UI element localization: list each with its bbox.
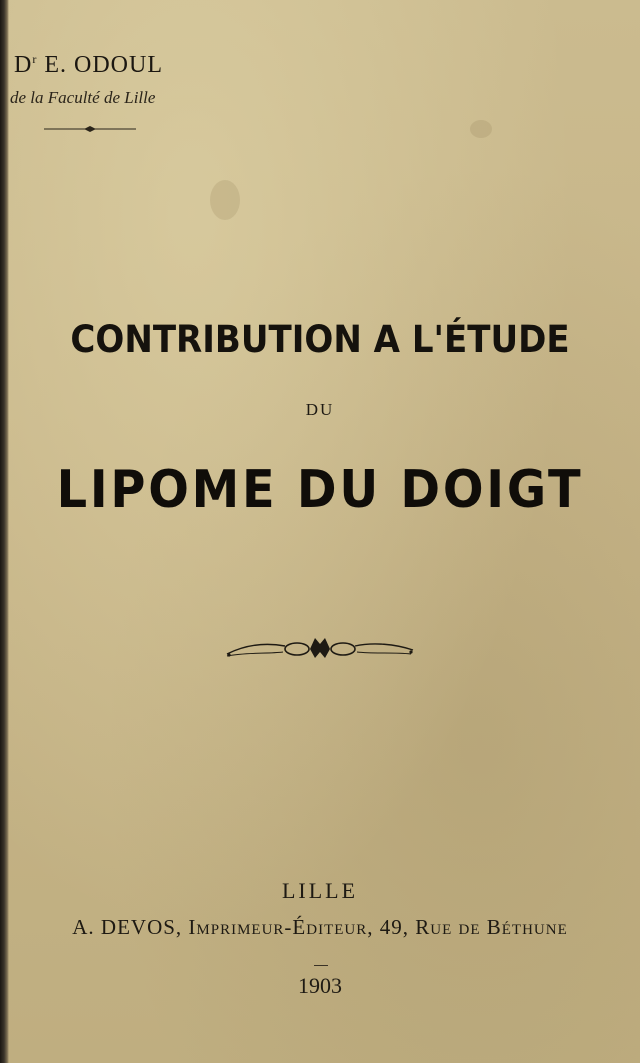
rule-ornament-icon	[44, 125, 136, 133]
paper-stain	[470, 120, 492, 138]
author-name	[14, 52, 163, 79]
title-connector: DU	[305, 400, 335, 419]
author-affiliation: de la Faculté de Lille	[10, 88, 156, 107]
imprint-year: 1903	[298, 973, 342, 998]
imprint-publisher: A. DEVOS, Imprimeur-Éditeur, 49, Rue de Béthune	[72, 915, 568, 939]
flourish-ornament-icon	[223, 632, 417, 662]
author-surname: E. ODOUL	[37, 52, 163, 78]
imprint-city: LILLE	[281, 878, 359, 903]
title-subject: LIPOME DU DOIGT	[56, 460, 584, 520]
title-main: CONTRIBUTION A L'ÉTUDE	[70, 318, 570, 361]
author-prefix-superscript: r	[32, 52, 38, 66]
divider	[314, 965, 328, 966]
paper-stain	[210, 180, 240, 220]
author-prefix: D	[14, 52, 33, 78]
